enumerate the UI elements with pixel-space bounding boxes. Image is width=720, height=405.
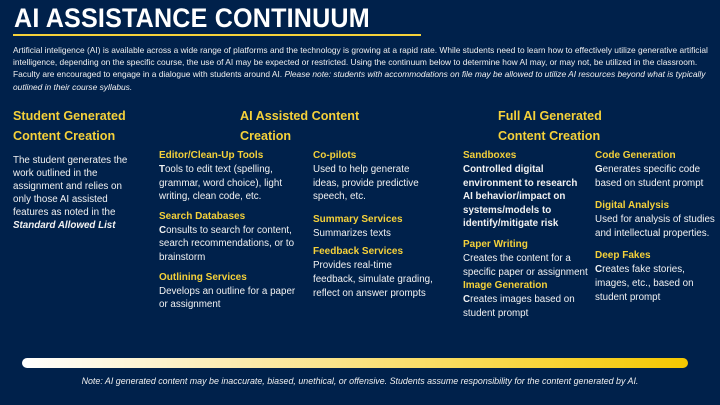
header-full-ai: Full AI Generated Content Creation: [498, 109, 602, 143]
item-title: Summary Services: [313, 213, 403, 225]
item-image-generation: [463, 279, 588, 320]
item-title: Image Generation: [463, 280, 548, 292]
item-editor: [159, 149, 299, 204]
item-title: Co-pilots: [313, 150, 357, 161]
item-title: Deep Fakes: [595, 250, 651, 262]
student-description: [13, 155, 131, 232]
item-body: Used to help generate ideas, provide predictive speech, etc.: [313, 164, 419, 203]
item-body: Used for analysis of studies and intellectual properties.: [595, 214, 715, 239]
item-title: Sandboxes: [463, 150, 517, 161]
intro-text: Artificial inteligence (AI) is available across a wide range of platforms and the technology is growing at a rapid rate. While students need to learn how to effectively utilize generative artificial intelligence, depending on the specific course, the use of AI may be expected or restricted. Using the continuum below to determine how AI may, or may not, be utilized in the classroom. Faculty are encouraged to engage in a dialogue with students around AI.: [13, 45, 708, 80]
item-body: Controlled digital environment to research AI behavior/impact on systems/models to identify/mitigate risk: [463, 164, 578, 230]
item-paper-writing: [463, 238, 588, 279]
item-title: Editor/Clean-Up Tools: [159, 150, 264, 161]
intro-paragraph: [13, 44, 713, 93]
header-student-generated: Student Generated Content Creation: [13, 109, 126, 143]
item-title: Code Generation: [595, 150, 676, 161]
item-body: Creates images based on student prompt: [463, 294, 575, 319]
item-body: Summarizes texts: [313, 227, 391, 239]
item-body: Tools to edit text (spelling, grammar, word choice), light writing, clean code, etc.: [159, 164, 283, 203]
item-code-generation: [595, 149, 715, 190]
full-col-2: [595, 149, 715, 304]
item-body: Provides real-time feedback, simulate grading, reflect on answer prompts: [313, 260, 433, 299]
student-text: The student generates the work outlined in the assignment and relies on only those AI assisted features as noted in the: [13, 155, 128, 218]
item-body: Creates the content for a specific paper or assignment: [463, 252, 588, 278]
full-col-1: [463, 149, 588, 320]
disclaimer-note: Note: AI generated content may be inaccurate, biased, unethical, or offensive. Students assume responsibility for the content generated by AI.: [81, 376, 639, 386]
intro-note: Please note: students with accommodations on file may be allowed to utilize AI resources beyond what is typically outlined in their course syllabus.: [13, 69, 706, 92]
item-deep-fakes: [595, 249, 715, 304]
item-title: Feedback Services: [313, 246, 404, 258]
assisted-col-2: [313, 149, 433, 306]
item-sandboxes: [463, 149, 588, 231]
item-body: Develops an outline for a paper or assignment: [159, 285, 296, 311]
item-title: Paper Writing: [463, 238, 528, 250]
item-search-databases: [159, 210, 299, 265]
standard-allowed-list: Standard Allowed List: [13, 219, 116, 231]
item-title: Digital Analysis: [595, 200, 670, 212]
page-title: AI ASSISTANCE CONTINUUM: [14, 3, 370, 33]
item-title: Outlining Services: [159, 271, 247, 283]
item-body: Generates specific code based on student prompt: [595, 164, 704, 189]
header-ai-assisted: AI Assisted Content Creation: [240, 109, 360, 143]
item-outlining: [159, 271, 299, 312]
continuum-gradient-bar: [22, 358, 688, 368]
item-copilots: [313, 149, 433, 204]
item-summary: [313, 213, 433, 241]
item-body: Consults to search for content, search recommendations, or to brainstorm: [159, 224, 295, 263]
item-body: Creates fake stories, images, etc., based on student prompt: [595, 264, 694, 303]
title-underline: [13, 34, 421, 36]
assisted-col-1: [159, 149, 299, 318]
item-title: Search Databases: [159, 210, 246, 222]
item-digital-analysis: [595, 199, 715, 240]
item-feedback: [313, 245, 433, 300]
